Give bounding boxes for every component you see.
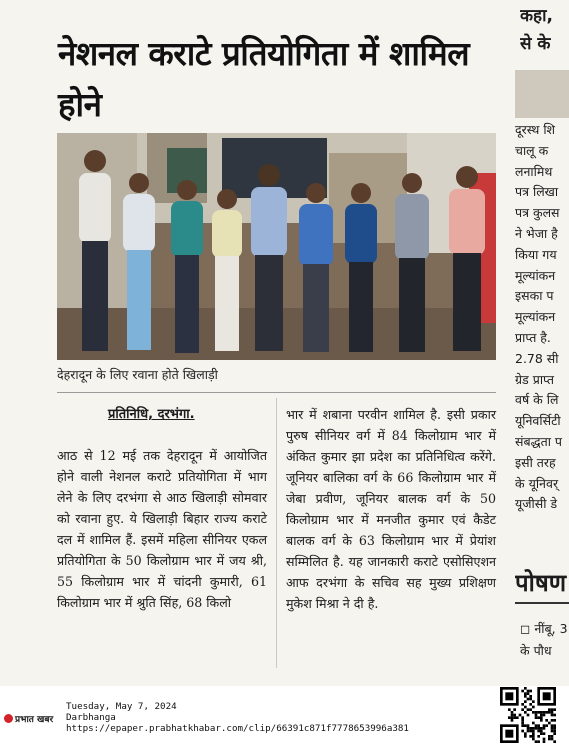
- adjacent-article-text: [515, 120, 569, 515]
- team-photo-illustration: [57, 133, 496, 360]
- adjacent-text-line: चालू क: [515, 142, 549, 158]
- adjacent-text-line: पत्र कुलस: [515, 205, 560, 221]
- column-divider: [276, 398, 277, 668]
- adjacent-section-line-1: ◻ नींबू, 3: [520, 621, 568, 636]
- adjacent-text-line: 2.78 सी: [515, 350, 559, 366]
- adjacent-article-headline: [520, 2, 569, 58]
- adjacent-text-line: किया गय: [515, 246, 557, 262]
- caption-divider: [57, 392, 496, 393]
- headline-line-1: नेशनल कराटे प्रतियोगिता में शामिल होने: [58, 34, 470, 124]
- clip-city: Darbhanga: [66, 712, 116, 723]
- adjacent-headline-line-2: से के: [520, 34, 551, 54]
- adjacent-text-line: मूल्यांकन: [515, 267, 556, 283]
- clip-date: Tuesday, May 7, 2024: [66, 701, 177, 712]
- clip-metadata: [66, 701, 409, 734]
- adjacent-text-line: इसी तरह: [515, 454, 556, 470]
- adjacent-section-title: पोषण: [515, 569, 567, 597]
- adjacent-text-line: पत्र लिखा: [515, 184, 559, 200]
- team-photo: [57, 133, 496, 360]
- qr-code-icon[interactable]: [500, 687, 556, 743]
- byline: प्रतिनिधि, दरभंगा.: [108, 407, 195, 422]
- photo-caption: देहरादून के लिए रवाना होते खिलाड़ी: [57, 367, 218, 382]
- adjacent-headline-line-1: कहा,: [520, 6, 553, 26]
- adjacent-section-divider: [515, 602, 569, 604]
- adjacent-text-line: लनामिथ: [515, 163, 553, 179]
- adjacent-text-line: यूनिवर्सिटी: [515, 413, 561, 429]
- brand-mark-icon: [4, 714, 13, 723]
- adjacent-text-line: संबद्धता प: [515, 433, 563, 449]
- adjacent-text-line: दूरस्थ शि: [515, 122, 556, 137]
- previous-article-cutoff: [60, 0, 490, 10]
- adjacent-text-line: प्राप्त है.: [515, 329, 551, 345]
- brand-logo: [4, 712, 53, 725]
- adjacent-section-line-2: के पौध: [520, 643, 552, 658]
- article-column-1: आठ से 12 मई तक देहरादून में आयोजित होने वाली नेशनल कराटे प्रतियोगिता में भाग लेने के लिए दरभंगा से आठ खिलाड़ी सोमवार को रवाना हुए. ये खिलाड़ी बिहार राज्य कराटे दल में शामिल हैं. इसमें महिला सीनियर एकल प्रतियोगिता के 50 किलोग्राम भार में जय श्री, 55 किलोग्राम भार में चांदनी कुमारी, 61 किलोग्राम भार में श्रुति सिंह, 68 किलो: [57, 448, 267, 610]
- adjacent-article-photo: [515, 70, 569, 118]
- adjacent-text-line: इसका प: [515, 288, 554, 304]
- adjacent-section-text: [520, 618, 569, 662]
- adjacent-text-line: के यूनिवर्: [515, 475, 559, 491]
- adjacent-text-line: ग्रेड प्राप्त: [515, 371, 555, 387]
- adjacent-text-line: यूजीसी डे: [515, 496, 558, 512]
- adjacent-text-line: वर्ष के लि: [515, 392, 559, 408]
- brand-name: प्रभात खबर: [15, 715, 54, 725]
- article-column-2: भार में शबाना परवीन शामिल है. इसी प्रकार पुरुष सीनियर वर्ग में 84 किलोग्राम भार में अंकित कुमार झा प्रदेश का प्रतिनिधित्व करेंगे. जूनियर बालिका वर्ग के 66 किलोग्राम भार में जेबा प्रवीण, जूनियर बालक वर्ग के 50 किलोग्राम भार में मनजीत कुमार एवं कैडेट बालक वर्ग के 63 किलोग्राम भार में प्रेयांश सम्मिलित है. यह जानकारी कराटे एसोसिएशन आफ दरभंगा के सचिव सह मुख्य प्रशिक्षण मुकेश मिश्रा ने दी है.: [286, 407, 496, 611]
- clip-url[interactable]: https://epaper.prabhatkhabar.com/clip/66391c871f7778653996a381: [66, 723, 409, 734]
- adjacent-text-line: मूल्यांकन: [515, 309, 556, 325]
- adjacent-text-line: ने भेजा है: [515, 225, 558, 241]
